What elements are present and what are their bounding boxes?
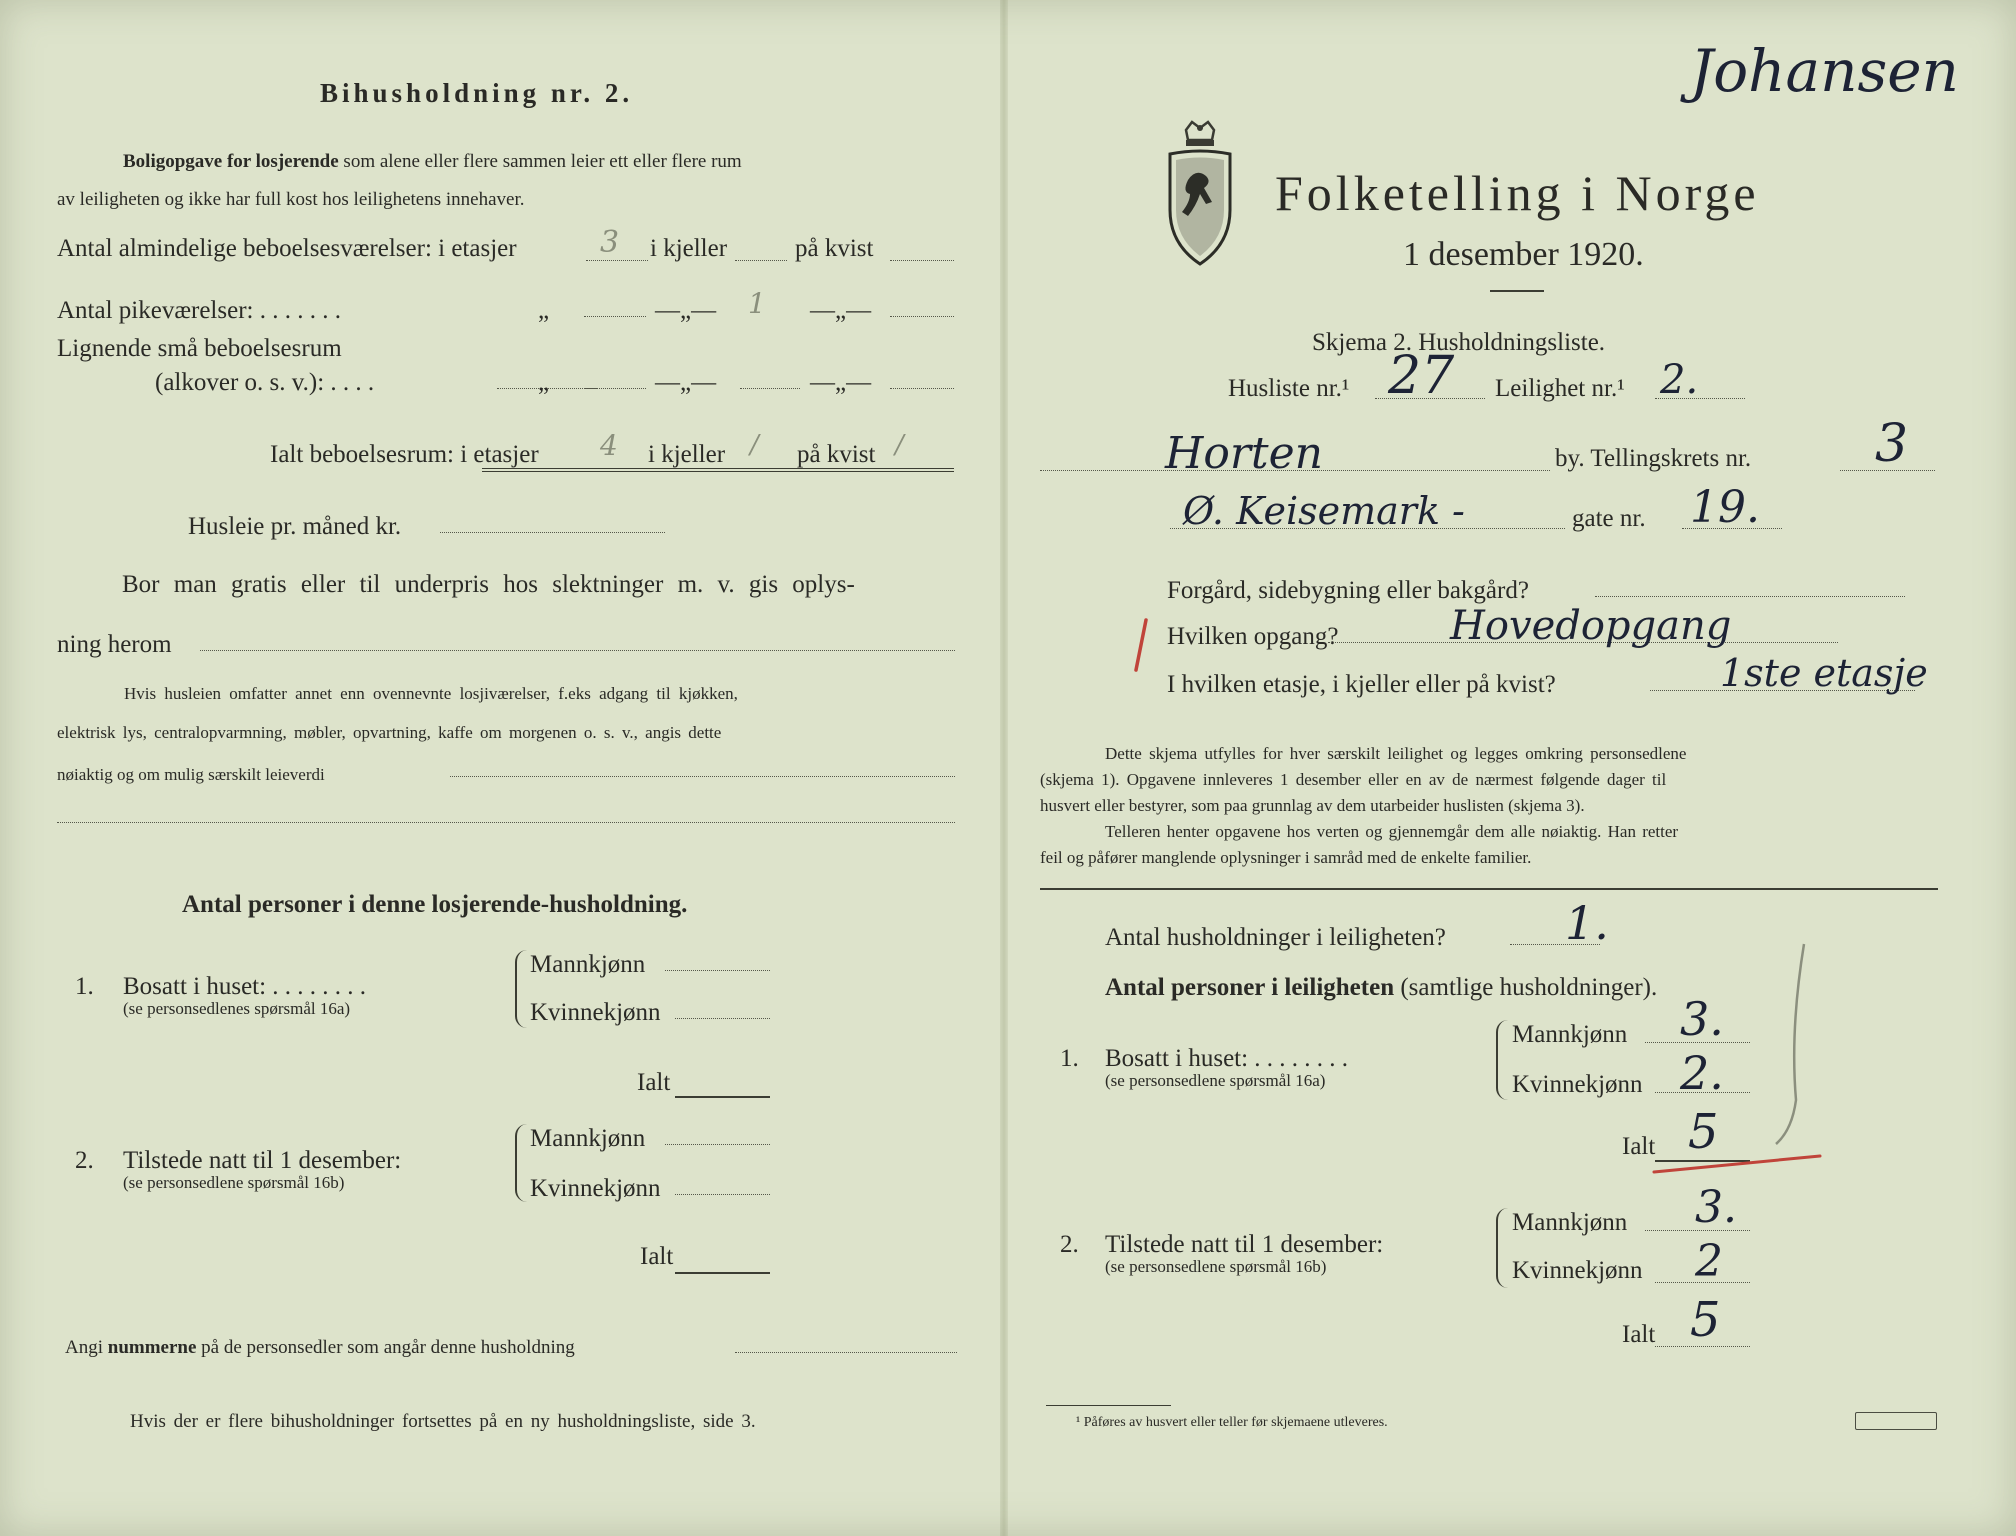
intro-rest: som alene eller flere sammen leier ett eller flere rum bbox=[343, 151, 742, 172]
pike-dash-2: —„— bbox=[655, 297, 717, 324]
gate-label: gate nr. bbox=[1572, 505, 1646, 532]
left-q1-note: (se personsedlenes spørsmål 16a) bbox=[123, 999, 351, 1018]
right-title: Folketelling i Norge bbox=[1275, 165, 1760, 221]
right-persons-heading bbox=[1105, 975, 1657, 1000]
pike-dash-3: —„— bbox=[810, 297, 872, 324]
households-label: Antal husholdninger i leiligheten? bbox=[1105, 924, 1446, 951]
opgang-value: Hovedopgang bbox=[1450, 603, 1732, 649]
left-q1-mann: Mannkjønn bbox=[530, 951, 646, 978]
rooms-label: Antal almindelige beboelsesværelser: i etasjer bbox=[57, 235, 517, 262]
total-rooms-label: Ialt beboelsesrum: i etasjer bbox=[270, 441, 539, 468]
instr-line-4: Telleren henter opgavene hos verten og gjennemgår dem alle nøiaktig. Han retter bbox=[1105, 822, 1679, 841]
by-label: by. Tellingskrets nr. bbox=[1555, 445, 1752, 472]
extra-text-3: nøiaktig og om mulig særskilt leieverdi bbox=[57, 765, 325, 784]
right-q1-mann-label: Mannkjønn bbox=[1512, 1021, 1628, 1048]
left-title: Bihusholdning nr. 2. bbox=[320, 78, 634, 108]
right-q2-note: (se personsedlene spørsmål 16b) bbox=[1105, 1257, 1327, 1276]
left-q1-kvinne: Kvinnekjønn bbox=[530, 999, 661, 1026]
pike-label: Antal pikeværelser: . . . . . . . bbox=[57, 297, 341, 324]
left-q2-mann: Mannkjønn bbox=[530, 1125, 646, 1152]
extra-text-2: elektrisk lys, centralopvarmning, møbler, opvartning, kaffe om morgenen o. s. v., angis dette bbox=[57, 723, 722, 742]
right-q1-ialt-label: Ialt bbox=[1622, 1133, 1656, 1160]
pike-value: 1 bbox=[748, 287, 766, 320]
left-q2-note: (se personsedlene spørsmål 16b) bbox=[123, 1173, 345, 1192]
schema-label: Skjema 2. Husholdningsliste. bbox=[1312, 329, 1606, 356]
left-q2-label: Tilstede natt til 1 desember: bbox=[123, 1147, 402, 1174]
total-etasjer-value: 4 bbox=[600, 429, 618, 462]
households-value: 1. bbox=[1565, 896, 1609, 950]
right-q2-num: 2. bbox=[1060, 1231, 1079, 1258]
forgard-label: Forgård, sidebygning eller bakgård? bbox=[1167, 577, 1529, 604]
opgang-label: Hvilken opgang? bbox=[1167, 623, 1339, 650]
rent-label: Husleie pr. måned kr. bbox=[188, 513, 402, 540]
gate-value: 19. bbox=[1690, 482, 1760, 533]
persons-heading-bold: Antal personer i leiligheten bbox=[1105, 974, 1395, 1001]
instr-line-3: husvert eller bestyrer, som paa grunnlag av dem utarbeider huslisten (skjema 3). bbox=[1040, 796, 1585, 815]
right-q1-note: (se personsedlene spørsmål 16a) bbox=[1105, 1071, 1326, 1090]
signature: Johansen bbox=[1690, 37, 1959, 105]
etasje-value: 1ste etasje bbox=[1720, 651, 1928, 695]
left-q2-kvinne: Kvinnekjønn bbox=[530, 1175, 661, 1202]
angi-pre: Angi bbox=[65, 1337, 103, 1358]
city-value: Horten bbox=[1165, 428, 1323, 479]
angi-line bbox=[65, 1338, 575, 1357]
free-text-1: Bor man gratis eller til underpris hos slektninger m. v. gis oplys- bbox=[122, 571, 855, 598]
printer-stamp-icon bbox=[1855, 1412, 1937, 1430]
intro-bold: Boligopgave for losjerende bbox=[123, 151, 339, 172]
coat-of-arms-icon bbox=[1162, 120, 1238, 270]
right-q1-num: 1. bbox=[1060, 1045, 1079, 1072]
left-q1-label: Bosatt i huset: . . . . . . . . bbox=[123, 973, 367, 1000]
husliste-label: Husliste nr.¹ bbox=[1228, 375, 1350, 402]
left-q2-num: 2. bbox=[75, 1147, 94, 1174]
total-kvist-value: / bbox=[895, 430, 904, 460]
right-q1-kvinne-value: 2. bbox=[1680, 1046, 1724, 1100]
rooms-kvist-label: på kvist bbox=[795, 235, 874, 262]
red-underline-mark bbox=[1650, 1150, 1825, 1176]
rooms-kjeller-label: i kjeller bbox=[650, 235, 728, 262]
street-value: Ø. Keisemark - bbox=[1183, 489, 1465, 533]
instr-line-1: Dette skjema utfylles for hver særskilt leilighet og legges omkring personsedlene bbox=[1105, 744, 1687, 763]
small-dash-1: „ bbox=[538, 369, 550, 396]
angi-rest: på de personsedler som angår denne husholdning bbox=[201, 1337, 575, 1358]
small-rooms-label-2: (alkover o. s. v.): . . . . bbox=[155, 369, 375, 396]
right-q2-kvinne-label: Kvinnekjønn bbox=[1512, 1257, 1643, 1284]
intro-line-1 bbox=[123, 152, 742, 171]
footnote: ¹ Påføres av husvert eller teller før skjemaene utleveres. bbox=[1076, 1415, 1388, 1430]
instr-line-2: (skjema 1). Opgavene innleveres 1 desember eller en av de nærmest følgende dager til bbox=[1040, 770, 1667, 789]
right-q1-label: Bosatt i huset: . . . . . . . . bbox=[1105, 1045, 1349, 1072]
pike-dash-1: „ bbox=[538, 297, 550, 324]
instr-line-5: feil og påfører manglende oplysninger i samråd med de enkelte familier. bbox=[1040, 848, 1532, 867]
left-q2-ialt: Ialt bbox=[640, 1243, 674, 1270]
census-date: 1 desember 1920. bbox=[1403, 236, 1644, 273]
husliste-value: 27 bbox=[1388, 346, 1455, 406]
right-q2-label: Tilstede natt til 1 desember: bbox=[1105, 1231, 1384, 1258]
right-q1-mann-value: 3. bbox=[1680, 992, 1724, 1046]
rooms-etasjer-value: 3 bbox=[600, 225, 620, 260]
leilighet-value: 2. bbox=[1660, 357, 1699, 403]
left-q1-ialt: Ialt bbox=[637, 1069, 671, 1096]
small-rooms-label-1: Lignende små beboelsesrum bbox=[57, 335, 342, 362]
right-q1-ialt-value: 5 bbox=[1688, 1104, 1719, 1160]
krets-value: 3 bbox=[1875, 414, 1909, 474]
right-q2-mann-value: 3. bbox=[1695, 1182, 1737, 1233]
red-check-mark bbox=[1130, 618, 1150, 674]
extra-text-1: Hvis husleien omfatter annet enn ovennevnte losjiværelser, f.eks adgang til kjøkken, bbox=[124, 684, 738, 703]
right-q2-mann-label: Mannkjønn bbox=[1512, 1209, 1628, 1236]
total-kjeller-value: / bbox=[750, 430, 759, 460]
small-dash-2: —„— bbox=[655, 369, 717, 396]
leilighet-label: Leilighet nr.¹ bbox=[1495, 375, 1625, 402]
right-q1-kvinne-label: Kvinnekjønn bbox=[1512, 1071, 1643, 1098]
left-q1-num: 1. bbox=[75, 973, 94, 1000]
small-dash-3: —„— bbox=[810, 369, 872, 396]
etasje-label: I hvilken etasje, i kjeller eller på kvist? bbox=[1167, 671, 1556, 698]
left-footer: Hvis der er flere bihusholdninger fortsettes på en ny husholdningsliste, side 3. bbox=[130, 1411, 756, 1432]
left-persons-heading: Antal personer i denne losjerende-husholdning. bbox=[182, 891, 688, 918]
right-q2-kvinne-value: 2 bbox=[1695, 1236, 1723, 1287]
total-kvist-label: på kvist bbox=[797, 441, 876, 468]
right-q2-ialt-label: Ialt bbox=[1622, 1321, 1656, 1348]
right-q2-ialt-value: 5 bbox=[1690, 1292, 1721, 1348]
angi-bold: nummerne bbox=[107, 1337, 197, 1358]
persons-heading-rest: (samtlige husholdninger). bbox=[1400, 974, 1658, 1001]
pencil-check-mark bbox=[1770, 940, 1810, 1150]
total-kjeller-label: i kjeller bbox=[648, 441, 726, 468]
free-text-2: ning herom bbox=[57, 631, 172, 658]
intro-line-2: av leiligheten og ikke har full kost hos leilighetens innehaver. bbox=[57, 189, 525, 210]
page-fold bbox=[1000, 0, 1008, 1536]
